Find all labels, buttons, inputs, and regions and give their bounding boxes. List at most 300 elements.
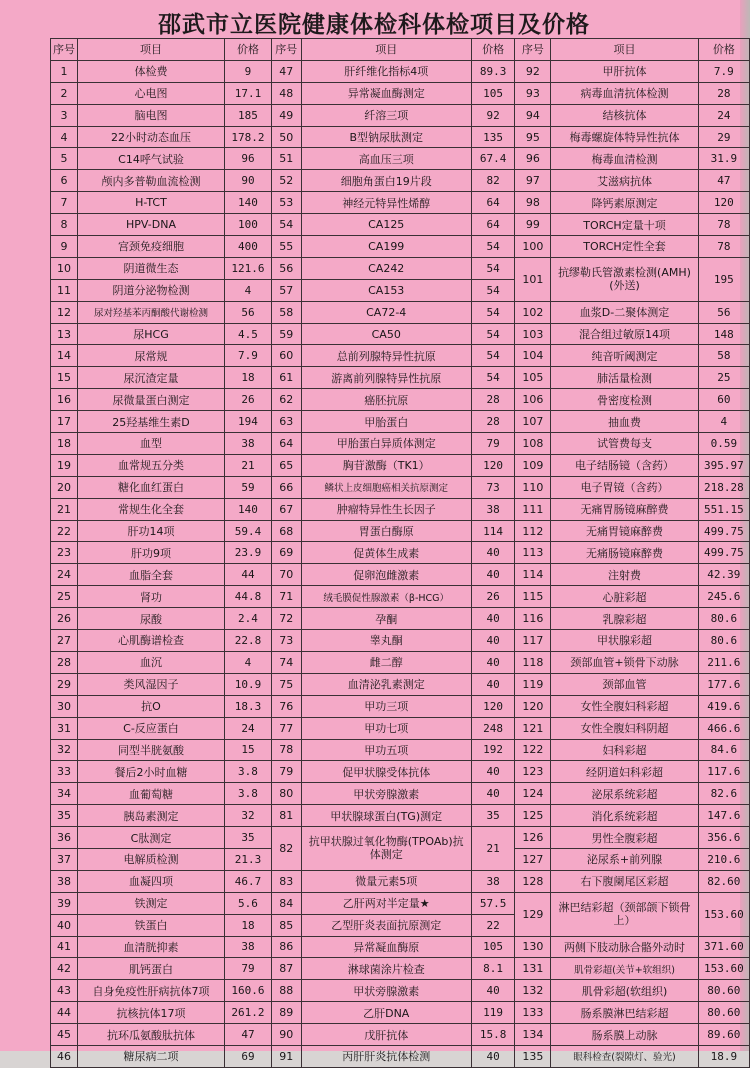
item-name: 心肌酶谱检查	[78, 630, 225, 652]
item-name: 促甲状腺受体抗体	[301, 761, 471, 783]
item-name: 戊肝抗体	[301, 1024, 471, 1046]
item-price: 114	[471, 520, 515, 542]
item-price: 21	[224, 454, 271, 476]
item-price: 35	[471, 805, 515, 827]
item-price: 78	[698, 214, 749, 236]
table-row	[51, 1002, 750, 1024]
item-number: 86	[271, 936, 301, 958]
table-row	[51, 454, 750, 476]
item-number: 93	[515, 82, 551, 104]
item-name: 电子结肠镜（含药）	[551, 454, 698, 476]
item-name: HPV-DNA	[78, 214, 225, 236]
item-price: 356.6	[698, 827, 749, 849]
item-name: 血浆D-二聚体测定	[551, 301, 698, 323]
item-name: 肝功9项	[78, 542, 225, 564]
item-price: 8.1	[471, 958, 515, 980]
item-price: 84.6	[698, 739, 749, 761]
item-price: 80.6	[698, 608, 749, 630]
table-row	[51, 192, 750, 214]
item-number: 97	[515, 170, 551, 192]
item-number: 101	[515, 257, 551, 301]
item-name: CA125	[301, 214, 471, 236]
item-name: 甲功七项	[301, 717, 471, 739]
item-number: 42	[51, 958, 78, 980]
item-name: 女性全腹妇科彩超	[551, 695, 698, 717]
item-price: 28	[698, 82, 749, 104]
item-number: 60	[271, 345, 301, 367]
item-name: 肌骨彩超(软组织)	[551, 980, 698, 1002]
item-number: 63	[271, 411, 301, 433]
item-price: 17.1	[224, 82, 271, 104]
item-name: 妇科彩超	[551, 739, 698, 761]
item-price: 147.6	[698, 805, 749, 827]
item-name: 女性全腹妇科阴超	[551, 717, 698, 739]
item-price: 5.6	[224, 892, 271, 914]
header-row	[51, 39, 750, 61]
item-number: 19	[51, 454, 78, 476]
item-number: 112	[515, 520, 551, 542]
item-price: 18	[224, 367, 271, 389]
item-number: 115	[515, 586, 551, 608]
item-number: 54	[271, 214, 301, 236]
item-price: 100	[224, 214, 271, 236]
item-number: 2	[51, 82, 78, 104]
table-row	[51, 630, 750, 652]
item-name: 抗O	[78, 695, 225, 717]
item-number: 61	[271, 367, 301, 389]
item-number: 87	[271, 958, 301, 980]
column-header: 序号	[515, 39, 551, 61]
column-header: 项目	[301, 39, 471, 61]
item-number: 1	[51, 60, 78, 82]
item-number: 27	[51, 630, 78, 652]
item-number: 68	[271, 520, 301, 542]
table-row	[51, 498, 750, 520]
item-name: 尿HCG	[78, 323, 225, 345]
item-name: 无痛肠镜麻醉费	[551, 542, 698, 564]
item-number: 55	[271, 236, 301, 258]
page-title: 邵武市立医院健康体检科体检项目及价格	[158, 12, 590, 38]
table-row	[51, 104, 750, 126]
item-name: 总前列腺特异性抗原	[301, 345, 471, 367]
item-name: TORCH定量十项	[551, 214, 698, 236]
item-price: 54	[471, 345, 515, 367]
item-price: 153.60	[698, 892, 749, 936]
item-number: 52	[271, 170, 301, 192]
item-number: 80	[271, 783, 301, 805]
item-name: 类风湿因子	[78, 673, 225, 695]
item-price: 89.60	[698, 1024, 749, 1046]
item-name: 心脏彩超	[551, 586, 698, 608]
item-price: 44.8	[224, 586, 271, 608]
item-price: 10.9	[224, 673, 271, 695]
item-price: 40	[471, 1045, 515, 1067]
item-price: 78	[698, 236, 749, 258]
item-number: 39	[51, 892, 78, 914]
item-price: 18.3	[224, 695, 271, 717]
item-number: 89	[271, 1002, 301, 1024]
item-price: 148	[698, 323, 749, 345]
item-number: 90	[271, 1024, 301, 1046]
item-number: 38	[51, 870, 78, 892]
item-number: 96	[515, 148, 551, 170]
item-price: 105	[471, 936, 515, 958]
item-price: 80.60	[698, 1002, 749, 1024]
item-number: 94	[515, 104, 551, 126]
item-name: 尿对羟基苯丙酮酸代谢检测	[78, 301, 225, 323]
item-name: 肿瘤特异性生长因子	[301, 498, 471, 520]
item-price: 59.4	[224, 520, 271, 542]
item-price: 9	[224, 60, 271, 82]
item-number: 72	[271, 608, 301, 630]
item-price: 466.6	[698, 717, 749, 739]
item-price: 117.6	[698, 761, 749, 783]
item-price: 40	[471, 608, 515, 630]
item-name: 注射费	[551, 564, 698, 586]
item-name: 肠系膜上动脉	[551, 1024, 698, 1046]
item-number: 8	[51, 214, 78, 236]
item-name: 肝纤维化指标4项	[301, 60, 471, 82]
item-name: 血清泌乳素测定	[301, 673, 471, 695]
item-name: 25羟基维生素D	[78, 411, 225, 433]
item-name: 孕酮	[301, 608, 471, 630]
item-number: 20	[51, 476, 78, 498]
item-number: 48	[271, 82, 301, 104]
item-number: 18	[51, 433, 78, 455]
item-price: 0.59	[698, 433, 749, 455]
item-number: 51	[271, 148, 301, 170]
item-price: 178.2	[224, 126, 271, 148]
item-number: 15	[51, 367, 78, 389]
item-number: 7	[51, 192, 78, 214]
item-number: 24	[51, 564, 78, 586]
item-price: 3.8	[224, 783, 271, 805]
item-price: 79	[471, 433, 515, 455]
item-price: 499.75	[698, 520, 749, 542]
item-number: 31	[51, 717, 78, 739]
table-row	[51, 411, 750, 433]
item-number: 88	[271, 980, 301, 1002]
item-price: 79	[224, 958, 271, 980]
item-name: 鳞状上皮细胞癌相关抗原测定	[301, 476, 471, 498]
item-name: 眼科检查(裂隙灯、验光)	[551, 1045, 698, 1067]
item-name: 癌胚抗原	[301, 389, 471, 411]
item-price: 90	[224, 170, 271, 192]
item-name: 铁测定	[78, 892, 225, 914]
item-price: 551.15	[698, 498, 749, 520]
item-name: 经阴道妇科彩超	[551, 761, 698, 783]
item-number: 50	[271, 126, 301, 148]
item-number: 23	[51, 542, 78, 564]
item-name: 睾丸酮	[301, 630, 471, 652]
table-row	[51, 739, 750, 761]
item-name: 游离前列腺特异性抗原	[301, 367, 471, 389]
item-price: 218.28	[698, 476, 749, 498]
item-number: 74	[271, 651, 301, 673]
item-number: 16	[51, 389, 78, 411]
item-price: 31.9	[698, 148, 749, 170]
item-name: 颈部血管+锁骨下动脉	[551, 651, 698, 673]
item-name: CA50	[301, 323, 471, 345]
item-number: 35	[51, 805, 78, 827]
item-number: 100	[515, 236, 551, 258]
item-price: 499.75	[698, 542, 749, 564]
item-name: 血脂全套	[78, 564, 225, 586]
item-price: 371.60	[698, 936, 749, 958]
column-header: 序号	[51, 39, 78, 61]
item-number: 12	[51, 301, 78, 323]
table-row	[51, 892, 750, 914]
item-name: TORCH定性全套	[551, 236, 698, 258]
item-number: 36	[51, 827, 78, 849]
item-number: 81	[271, 805, 301, 827]
item-number: 119	[515, 673, 551, 695]
item-name: 混合组过敏原14项	[551, 323, 698, 345]
item-name: 肌骨彩超(关节+软组织)	[551, 958, 698, 980]
item-price: 29	[698, 126, 749, 148]
item-name: 甲状旁腺激素	[301, 980, 471, 1002]
item-name: 高血压三项	[301, 148, 471, 170]
item-name: 脑电图	[78, 104, 225, 126]
table-row	[51, 389, 750, 411]
item-name: 异常凝血酶测定	[301, 82, 471, 104]
item-number: 134	[515, 1024, 551, 1046]
item-number: 3	[51, 104, 78, 126]
item-number: 17	[51, 411, 78, 433]
item-number: 46	[51, 1045, 78, 1067]
item-number: 62	[271, 389, 301, 411]
item-price: 64	[471, 192, 515, 214]
item-price: 7.9	[224, 345, 271, 367]
item-price: 44	[224, 564, 271, 586]
item-price: 82.6	[698, 783, 749, 805]
item-number: 64	[271, 433, 301, 455]
item-number: 133	[515, 1002, 551, 1024]
item-price: 395.97	[698, 454, 749, 476]
item-number: 78	[271, 739, 301, 761]
item-name: 铁蛋白	[78, 914, 225, 936]
item-name: 体检费	[78, 60, 225, 82]
item-price: 40	[471, 542, 515, 564]
table-row	[51, 1045, 750, 1067]
item-name: 无痛胃肠镜麻醉费	[551, 498, 698, 520]
item-name: 肾功	[78, 586, 225, 608]
item-number: 85	[271, 914, 301, 936]
table-row	[51, 520, 750, 542]
item-price: 15.8	[471, 1024, 515, 1046]
item-price: 57.5	[471, 892, 515, 914]
table-row	[51, 827, 750, 849]
item-price: 42.39	[698, 564, 749, 586]
column-header: 价格	[224, 39, 271, 61]
item-number: 32	[51, 739, 78, 761]
item-name: 丙肝肝炎抗体检测	[301, 1045, 471, 1067]
item-price: 38	[471, 498, 515, 520]
item-number: 73	[271, 630, 301, 652]
item-price: 47	[698, 170, 749, 192]
table-row	[51, 761, 750, 783]
item-price: 7.9	[698, 60, 749, 82]
item-price: 25	[698, 367, 749, 389]
table-row	[51, 651, 750, 673]
item-name: 血沉	[78, 651, 225, 673]
item-price: 2.4	[224, 608, 271, 630]
item-number: 57	[271, 279, 301, 301]
item-name: 血凝四项	[78, 870, 225, 892]
item-name: CA242	[301, 257, 471, 279]
column-header: 项目	[551, 39, 698, 61]
item-number: 11	[51, 279, 78, 301]
item-price: 23.9	[224, 542, 271, 564]
item-number: 124	[515, 783, 551, 805]
item-name: 颅内多普勒血流检测	[78, 170, 225, 192]
item-number: 30	[51, 695, 78, 717]
item-number: 106	[515, 389, 551, 411]
item-price: 153.60	[698, 958, 749, 980]
item-name: 血型	[78, 433, 225, 455]
item-number: 126	[515, 827, 551, 849]
item-name: CA72-4	[301, 301, 471, 323]
item-name: 同型半胱氨酸	[78, 739, 225, 761]
item-number: 113	[515, 542, 551, 564]
item-number: 59	[271, 323, 301, 345]
item-name: CA199	[301, 236, 471, 258]
item-price: 54	[471, 279, 515, 301]
item-number: 29	[51, 673, 78, 695]
item-price: 21	[471, 827, 515, 871]
item-name: 男性全腹彩超	[551, 827, 698, 849]
item-number: 120	[515, 695, 551, 717]
item-name: 血清胱抑素	[78, 936, 225, 958]
item-price: 67.4	[471, 148, 515, 170]
item-name: C肽测定	[78, 827, 225, 849]
item-price: 40	[471, 761, 515, 783]
item-name: 细胞角蛋白19片段	[301, 170, 471, 192]
item-name: 常规生化全套	[78, 498, 225, 520]
item-number: 105	[515, 367, 551, 389]
item-price: 248	[471, 717, 515, 739]
item-name: 抽血费	[551, 411, 698, 433]
item-price: 54	[471, 323, 515, 345]
item-price: 119	[471, 1002, 515, 1024]
item-price: 22.8	[224, 630, 271, 652]
item-price: 185	[224, 104, 271, 126]
item-name: 纯音听阈测定	[551, 345, 698, 367]
table-row	[51, 323, 750, 345]
item-price: 54	[471, 367, 515, 389]
item-name: 胃蛋白酶原	[301, 520, 471, 542]
item-number: 4	[51, 126, 78, 148]
item-number: 130	[515, 936, 551, 958]
item-price: 60	[698, 389, 749, 411]
item-price: 40	[471, 673, 515, 695]
table-row	[51, 170, 750, 192]
item-price: 96	[224, 148, 271, 170]
item-name: 肝功14项	[78, 520, 225, 542]
item-name: 抗缪勒氏管激素检测(AMH)(外送)	[551, 257, 698, 301]
item-name: 试管费每支	[551, 433, 698, 455]
item-number: 108	[515, 433, 551, 455]
item-name: 糖尿病二项	[78, 1045, 225, 1067]
item-name: 胰岛素测定	[78, 805, 225, 827]
item-name: 泌尿系+前列腺	[551, 848, 698, 870]
item-name: 电解质检测	[78, 848, 225, 870]
item-name: 阴道分泌物检测	[78, 279, 225, 301]
item-price: 40	[471, 630, 515, 652]
item-number: 45	[51, 1024, 78, 1046]
item-price: 26	[224, 389, 271, 411]
item-number: 66	[271, 476, 301, 498]
item-name: 肺活量检测	[551, 367, 698, 389]
table-row	[51, 1024, 750, 1046]
item-number: 40	[51, 914, 78, 936]
item-name: 异常凝血酶原	[301, 936, 471, 958]
item-name: 心电图	[78, 82, 225, 104]
item-price: 21.3	[224, 848, 271, 870]
table-row	[51, 367, 750, 389]
item-price: 80.60	[698, 980, 749, 1002]
item-name: 颈部血管	[551, 673, 698, 695]
item-price: 18.9	[698, 1045, 749, 1067]
table-row	[51, 564, 750, 586]
item-price: 18	[224, 914, 271, 936]
item-number: 49	[271, 104, 301, 126]
item-price: 64	[471, 214, 515, 236]
item-number: 77	[271, 717, 301, 739]
item-name: 淋巴结彩超（颈部颌下锁骨上）	[551, 892, 698, 936]
item-name: B型钠尿肽测定	[301, 126, 471, 148]
item-price: 26	[471, 586, 515, 608]
item-name: 尿常规	[78, 345, 225, 367]
item-name: 糖化血红蛋白	[78, 476, 225, 498]
item-name: 促黄体生成素	[301, 542, 471, 564]
item-name: 右下腹阑尾区彩超	[551, 870, 698, 892]
item-name: 乙肝DNA	[301, 1002, 471, 1024]
item-number: 70	[271, 564, 301, 586]
table-row	[51, 586, 750, 608]
item-number: 110	[515, 476, 551, 498]
item-name: 胸苷激酶（TK1）	[301, 454, 471, 476]
item-number: 127	[515, 848, 551, 870]
item-name: C14呼气试验	[78, 148, 225, 170]
item-number: 26	[51, 608, 78, 630]
item-name: 乳腺彩超	[551, 608, 698, 630]
item-name: 自身免疫性肝病抗体7项	[78, 980, 225, 1002]
table-row	[51, 126, 750, 148]
item-price: 47	[224, 1024, 271, 1046]
item-price: 89.3	[471, 60, 515, 82]
item-price: 140	[224, 192, 271, 214]
item-price: 24	[698, 104, 749, 126]
item-name: 血葡萄糖	[78, 783, 225, 805]
item-number: 9	[51, 236, 78, 258]
item-number: 37	[51, 848, 78, 870]
item-price: 54	[471, 236, 515, 258]
item-number: 109	[515, 454, 551, 476]
item-number: 102	[515, 301, 551, 323]
table-row	[51, 214, 750, 236]
item-name: 梅毒血清检测	[551, 148, 698, 170]
item-name: 抗甲状腺过氧化物酶(TPOAb)抗体测定	[301, 827, 471, 871]
item-name: 宫颈免疫细胞	[78, 236, 225, 258]
table-row	[51, 673, 750, 695]
item-price: 69	[224, 1045, 271, 1067]
item-name: 尿酸	[78, 608, 225, 630]
item-number: 79	[271, 761, 301, 783]
item-price: 3.8	[224, 761, 271, 783]
item-price: 28	[471, 389, 515, 411]
table-row	[51, 82, 750, 104]
